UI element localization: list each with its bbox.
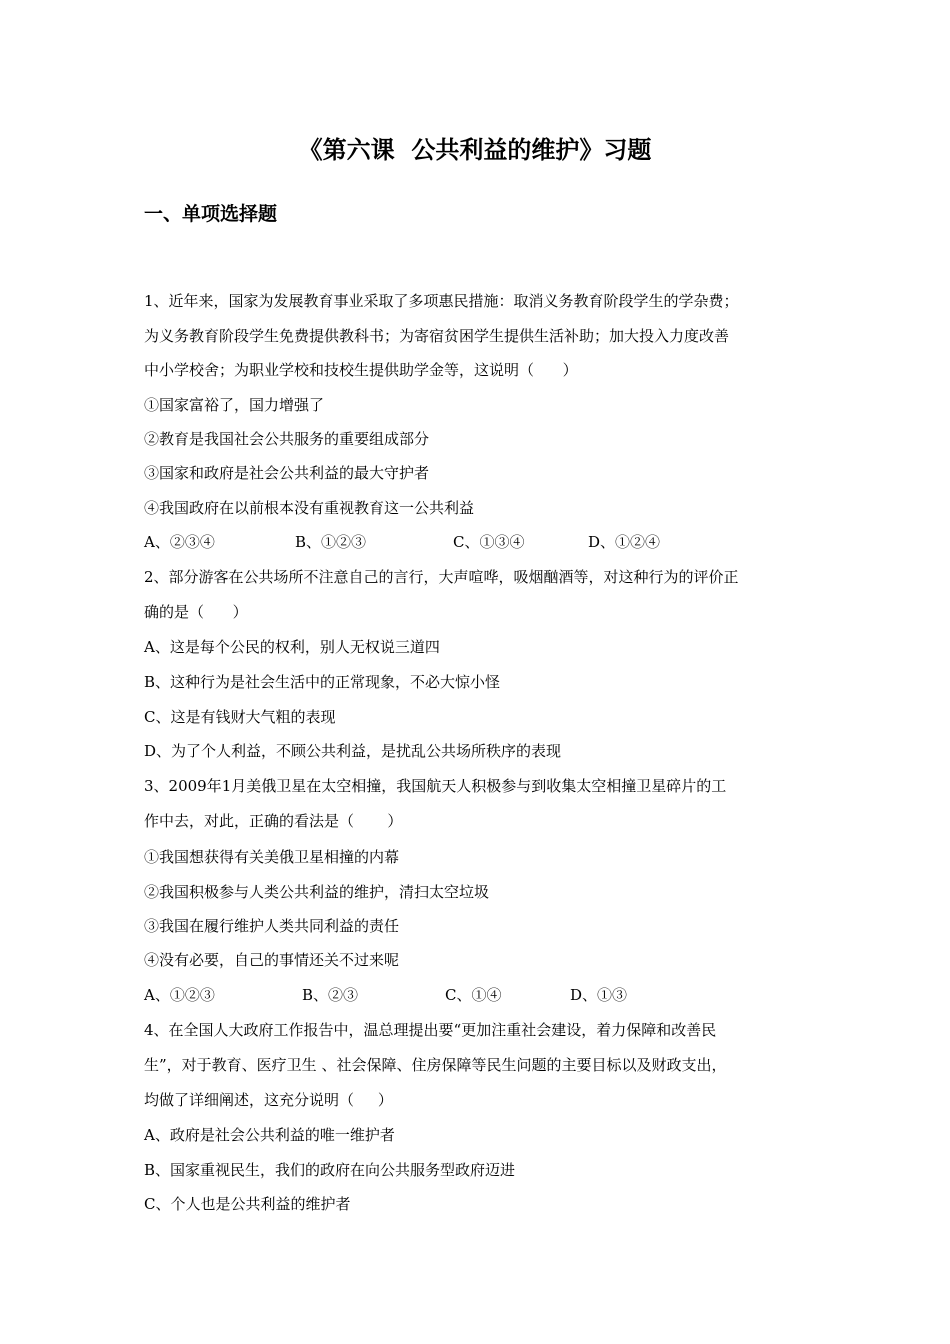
q2-stem-line-2: 确的是（ ） [144,603,248,621]
q3-stem-line-1: 3、2009年1月美俄卫星在太空相撞，我国航天人积极参与到收集太空相撞卫星碎片的工 [144,777,727,795]
q3-item-4: ④没有必要，自己的事情还关不过来呢 [144,951,400,969]
q3-option-b: B、②③ [302,986,359,1004]
q3-item-3: ③我国在履行维护人类共同利益的责任 [144,917,400,935]
q1-item-3: ③国家和政府是社会公共利益的最大守护者 [144,464,430,482]
q4-stem-line-3: 均做了详细阐述，这充分说明（ ） [144,1091,393,1109]
q1-option-a: A、②③④ [144,533,215,551]
q3-option-d: D、①③ [570,986,628,1004]
q4-option-c: C、个人也是公共利益的维护者 [144,1195,351,1213]
q2-stem-line-1: 2、部分游客在公共场所不注意自己的言行，大声喧哗，吸烟酗酒等，对这种行为的评价正 [144,568,739,586]
q1-option-c: C、①③④ [453,533,525,551]
q2-option-d: D、为了个人利益，不顾公共利益，是扰乱公共场所秩序的表现 [144,742,562,760]
q1-stem-line-1: 1、近年来，国家为发展教育事业采取了多项惠民措施：取消义务教育阶段学生的学杂费； [144,292,739,310]
q1-stem-line-2: 为义务教育阶段学生免费提供教科书；为寄宿贫困学生提供生活补助；加大投入力度改善 [144,327,730,345]
q3-option-c: C、①④ [445,986,502,1004]
q1-item-4: ④我国政府在以前根本没有重视教育这一公共利益 [144,499,475,517]
q4-stem-line-1: 4、在全国人大政府工作报告中，温总理提出要“更加注重社会建设，着力保障和改善民 [144,1021,717,1039]
q3-stem-line-2: 作中去，对此，正确的看法是（ ） [144,812,403,830]
q1-item-1: ①国家富裕了，国力增强了 [144,396,325,414]
q2-option-b: B、这种行为是社会生活中的正常现象，不必大惊小怪 [144,673,501,691]
document-title: 《第六课 公共利益的维护》习题 [298,136,652,164]
q4-stem-line-2: 生”，对于教育、医疗卫生 、社会保障、住房保障等民生问题的主要目标以及财政支出， [144,1056,727,1074]
q1-option-b: B、①②③ [295,533,367,551]
q1-stem-line-3: 中小学校舍；为职业学校和技校生提供助学金等，这说明（ ） [144,361,578,379]
q1-item-2: ②教育是我国社会公共服务的重要组成部分 [144,430,430,448]
q4-option-a: A、政府是社会公共利益的唯一维护者 [144,1126,395,1144]
q2-option-a: A、这是每个公民的权利，别人无权说三道四 [144,638,440,656]
q3-option-a: A、①②③ [144,986,215,1004]
q3-item-1: ①我国想获得有关美俄卫星相撞的内幕 [144,848,400,866]
q2-option-c: C、这是有钱财大气粗的表现 [144,708,336,726]
section-heading: 一、单项选择题 [144,203,278,225]
q1-option-d: D、①②④ [588,533,661,551]
q4-option-b: B、国家重视民生，我们的政府在向公共服务型政府迈进 [144,1161,516,1179]
q3-item-2: ②我国积极参与人类公共利益的维护，清扫太空垃圾 [144,883,490,901]
